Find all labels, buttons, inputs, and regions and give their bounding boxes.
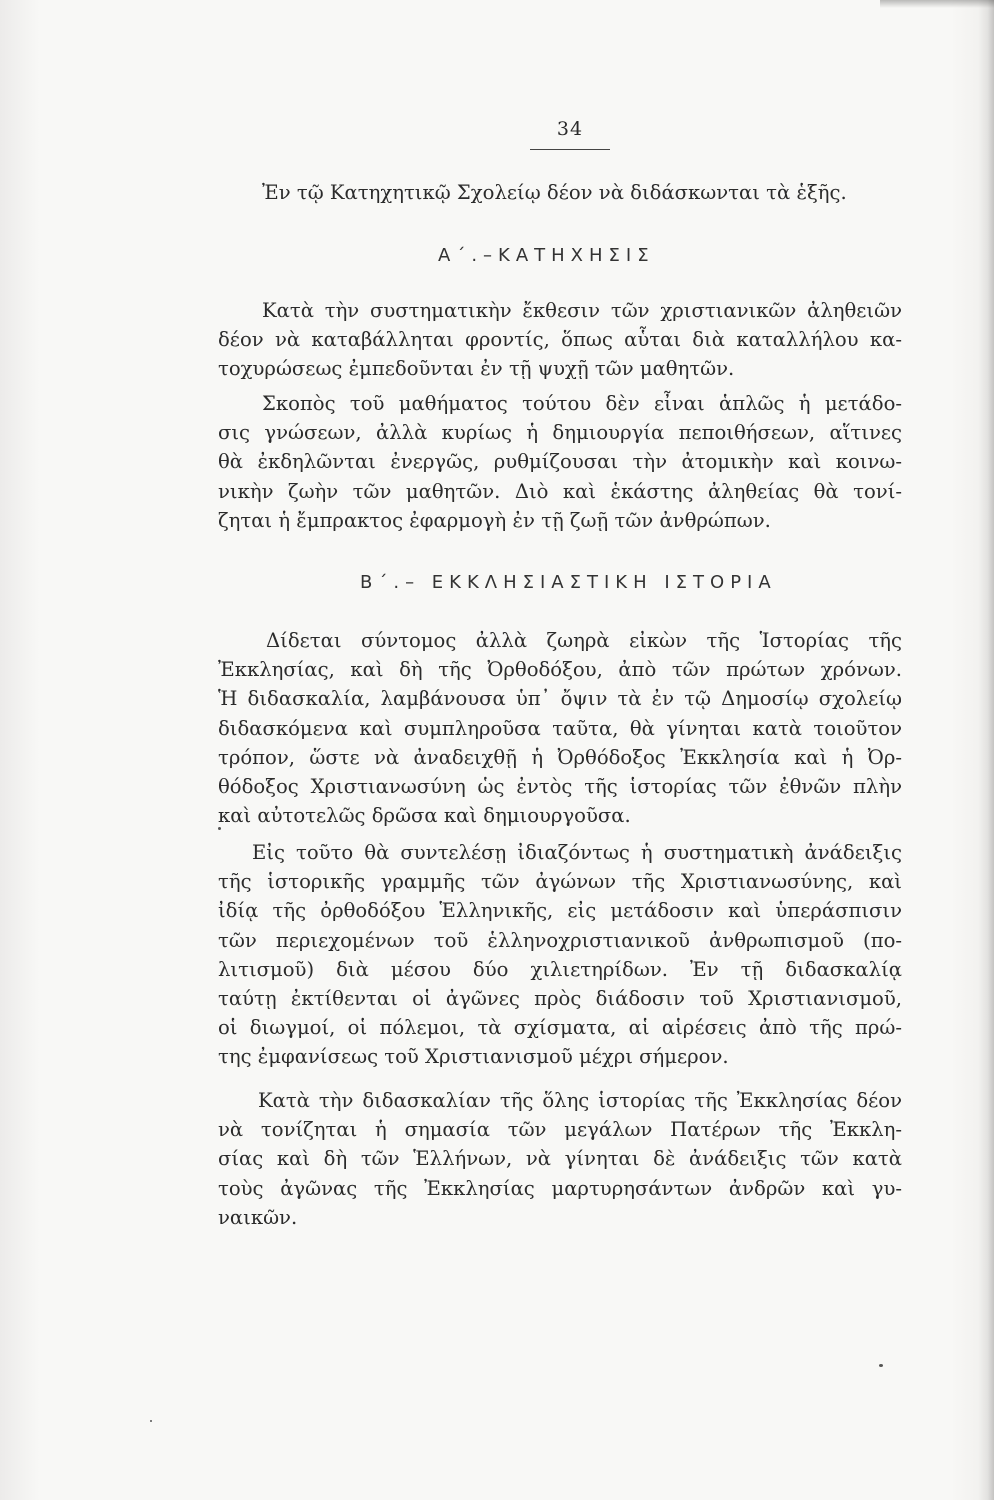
text-line: νικὴν ζωὴν τῶν μαθητῶν. Διὸ καὶ ἑκάστης ἀληθείας θὰ τονί- [218, 479, 902, 503]
text-line: Σκοπὸς τοῦ μαθήματος τούτου δὲν εἶναι ἁπλῶς ἡ μετάδο- [262, 392, 902, 415]
section-a-heading: Α΄.–ΚΑΤΗΧΗΣΙΣ [438, 245, 655, 266]
page-edge-shadow [978, 0, 994, 1500]
section-b-paragraph-3 [218, 1086, 902, 1232]
text-line: Ἡ διδασκαλία, λαμβάνουσα ὑπ᾽ ὄψιν τὰ ἐν τῷ Δημοσίῳ σχολείῳ [218, 687, 902, 711]
intro-line: Ἐν τῷ Κατηχητικῷ Σχολείῳ δέον νὰ διδάσκωνται τὰ ἑξῆς. [262, 181, 847, 204]
text-line: καὶ αὐτοτελῶς δρῶσα καὶ δημιουργοῦσα. [218, 804, 631, 828]
text-line: οἱ διωγμοί, οἱ πόλεμοι, τὰ σχίσματα, αἱ αἱρέσεις ἀπὸ τῆς πρώ- [218, 1016, 902, 1040]
text-line: διδασκόμενα καὶ συμπληροῦσα ταῦτα, θὰ γίνηται κατὰ τοιοῦτον [218, 716, 902, 740]
text-line: τοὺς ἀγῶνας τῆς Ἐκκλησίας μαρτυρησάντων ἀνδρῶν καὶ γυ- [218, 1176, 902, 1200]
text-line: θόδοξος Χριστιανωσύνη ὡς ἐντὸς τῆς ἱστορίας τῶν ἐθνῶν πλὴν [218, 775, 902, 799]
page-top-shadow [880, 0, 994, 8]
text-line: της ἐμφανίσεως τοῦ Χριστιανισμοῦ μέχρι σήμερον. [218, 1045, 729, 1069]
text-line: σις γνώσεων, ἀλλὰ κυρίως ἡ δημιουργία πεποιθήσεων, αἵτινες [218, 421, 902, 445]
text-line: ἰδίᾳ τῆς ὀρθοδόξου Ἑλληνικῆς, εἰς μετάδοσιν καὶ ὑπεράσπισιν [218, 899, 902, 923]
text-line: ναικῶν. [218, 1205, 298, 1229]
text-line: τοχυρώσεως ἐμπεδοῦνται ἐν τῇ ψυχῇ τῶν μαθητῶν. [218, 357, 735, 381]
text-line: Κατὰ τὴν διδασκαλίαν τῆς ὅλης ἱστορίας τῆς Ἐκκλησίας δέον [258, 1089, 902, 1112]
text-line: Δίδεται σύντομος ἀλλὰ ζωηρὰ εἰκὼν τῆς Ἱστορίας τῆς [266, 629, 902, 652]
scan-speck [879, 1364, 883, 1367]
page-number: 34 [556, 118, 584, 140]
text-line: ζηται ἡ ἔμπρακτος ἐφαρμογὴ ἐν τῇ ζωῇ τῶν ἀνθρώπων. [218, 508, 771, 532]
text-line: λιτισμοῦ) διὰ μέσου δύο χιλιετηρίδων. Ἐν τῇ διδασκαλίᾳ [218, 957, 902, 981]
text-line: ταύτῃ ἐκτίθενται οἱ ἀγῶνες πρὸς διάδοσιν τοῦ Χριστιανισμοῦ, [218, 987, 902, 1011]
section-b-heading: Β΄.– ΕΚΚΛΗΣΙΑΣΤΙΚΗ ΙΣΤΟΡΙΑ [360, 572, 777, 593]
text-line: τρόπον, ὥστε νὰ ἀναδειχθῇ ἡ Ὀρθόδοξος Ἐκκλησία καὶ ἡ Ὀρ- [218, 745, 902, 769]
text-line: Εἰς τοῦτο θὰ συντελέσῃ ἰδιαζόντως ἡ συστηματικὴ ἀνάδειξις [252, 841, 902, 864]
text-line: τῆς ἱστορικῆς γραμμῆς τῶν ἀγώνων τῆς Χριστιανωσύνης, καὶ [218, 870, 902, 894]
scan-speck [218, 827, 221, 830]
text-line: σίας καὶ δὴ τῶν Ἑλλήνων, νὰ γίνηται δὲ ἀνάδειξις τῶν κατὰ [218, 1147, 902, 1171]
section-a-paragraph-1 [218, 296, 902, 384]
text-line: τῶν περιεχομένων τοῦ ἑλληνοχριστιανικοῦ ἀνθρωπισμοῦ (πο- [218, 928, 902, 952]
text-line: θὰ ἐκδηλῶνται ἐνεργῶς, ρυθμίζουσαι τὴν ἀτομικὴν καὶ κοινω- [218, 450, 902, 474]
scan-speck [150, 1420, 152, 1422]
text-line: δέον νὰ καταβάλληται φροντίς, ὅπως αὗται διὰ καταλλήλου κα- [218, 328, 902, 352]
section-b-paragraph-1 [218, 626, 902, 830]
page-number-rule [530, 149, 610, 150]
text-line: Κατὰ τὴν συστηματικὴν ἔκθεσιν τῶν χριστιανικῶν ἀληθειῶν [262, 299, 902, 322]
intro-text [262, 178, 852, 207]
text-line: νὰ τονίζηται ἡ σημασία τῶν μεγάλων Πατέρων τῆς Ἐκκλη- [218, 1118, 902, 1142]
text-line: Ἐκκλησίας, καὶ δὴ τῆς Ὀρθοδόξου, ἀπὸ τῶν πρώτων χρόνων. [218, 658, 902, 682]
section-a-paragraph-2 [218, 389, 902, 535]
section-b-paragraph-2 [218, 838, 902, 1072]
